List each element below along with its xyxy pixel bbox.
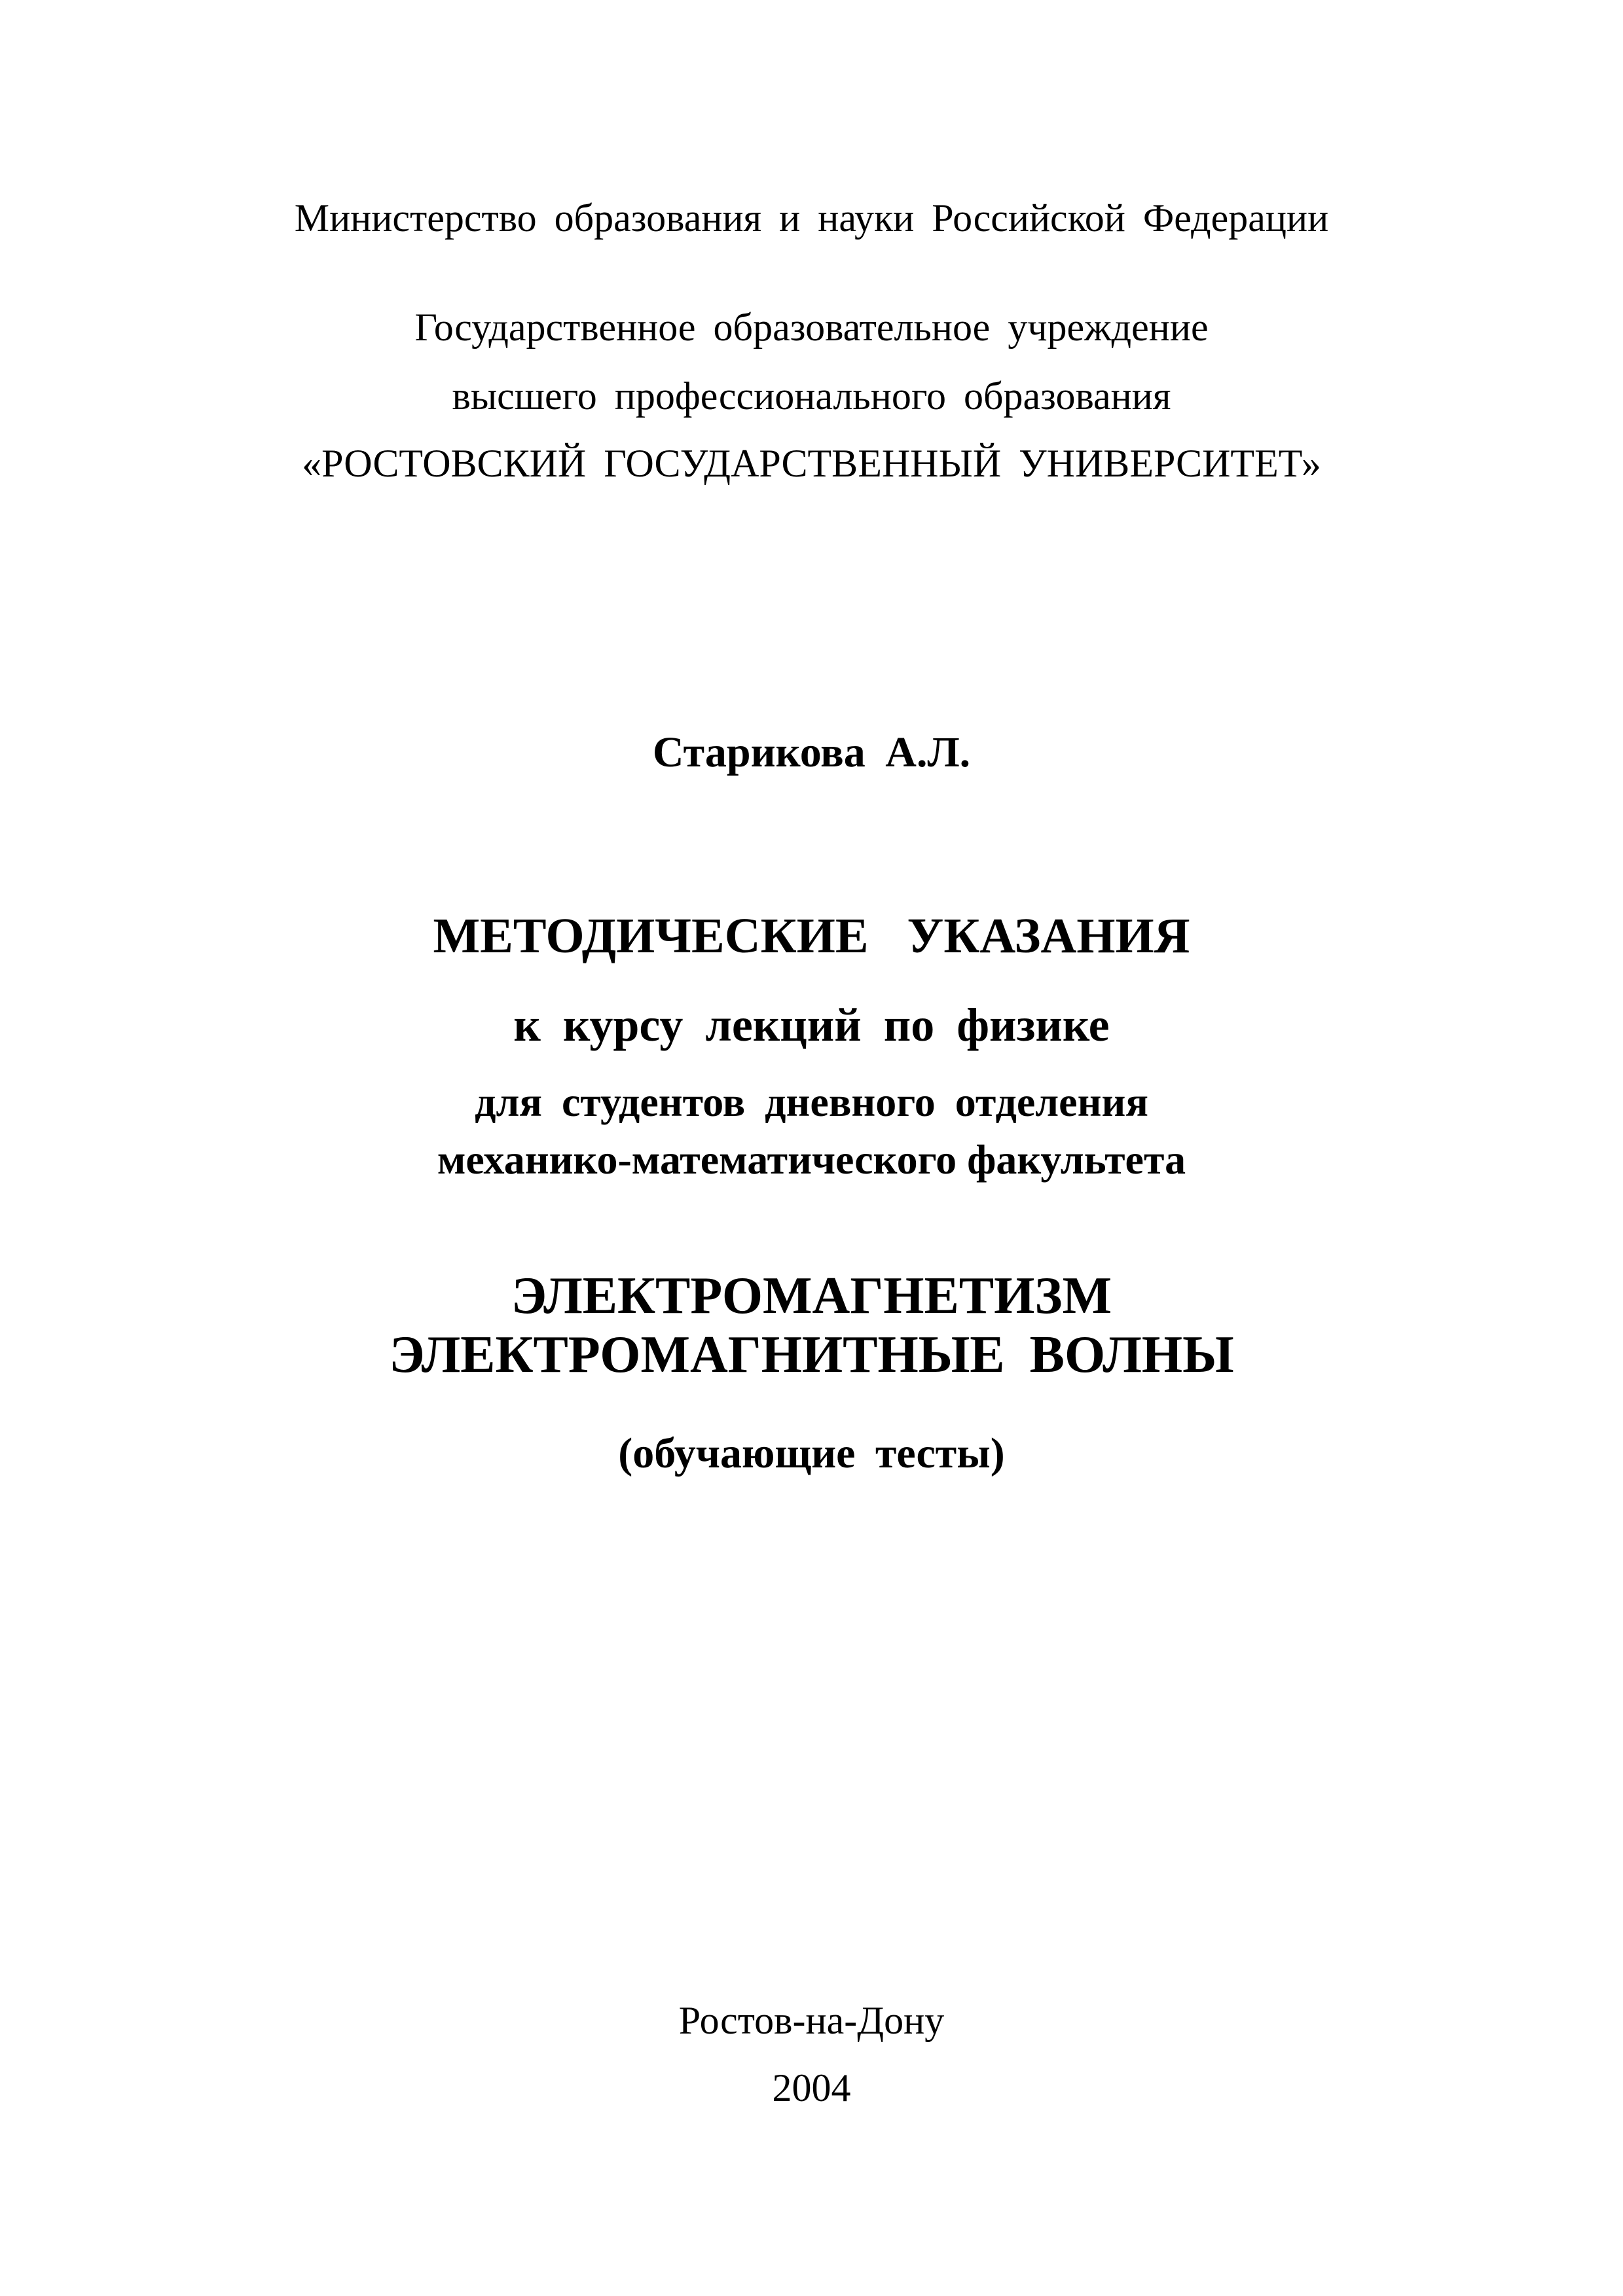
publication-year: 2004 [772,2066,851,2109]
audience-line-1: для студентов дневного отделения [475,1079,1148,1125]
subject-note: (обучающие тесты) [618,1429,1005,1477]
audience-line-2: механико-математического факультета [437,1136,1186,1183]
course-line: к курсу лекций по физике [513,999,1110,1051]
author-name: Старикова А.Л. [652,728,971,776]
university-name: «РОСТОВСКИЙ ГОСУДАРСТВЕННЫЙ УНИВЕРСИТЕТ» [302,442,1321,485]
subject-line-1: ЭЛЕКТРОМАГНЕТИЗМ [511,1267,1112,1325]
document-title: МЕТОДИЧЕСКИЕ УКАЗАНИЯ [433,908,1190,963]
institution-line-2: высшего профессионального образования [452,374,1171,418]
ministry-line: Министерство образования и науки Российской Федерации [294,196,1329,240]
publication-city: Ростов-на-Дону [678,1999,945,2042]
institution-line-1: Государственное образовательное учреждение [414,306,1209,349]
subject-line-2: ЭЛЕКТРОМАГНИТНЫЕ ВОЛНЫ [389,1326,1234,1384]
